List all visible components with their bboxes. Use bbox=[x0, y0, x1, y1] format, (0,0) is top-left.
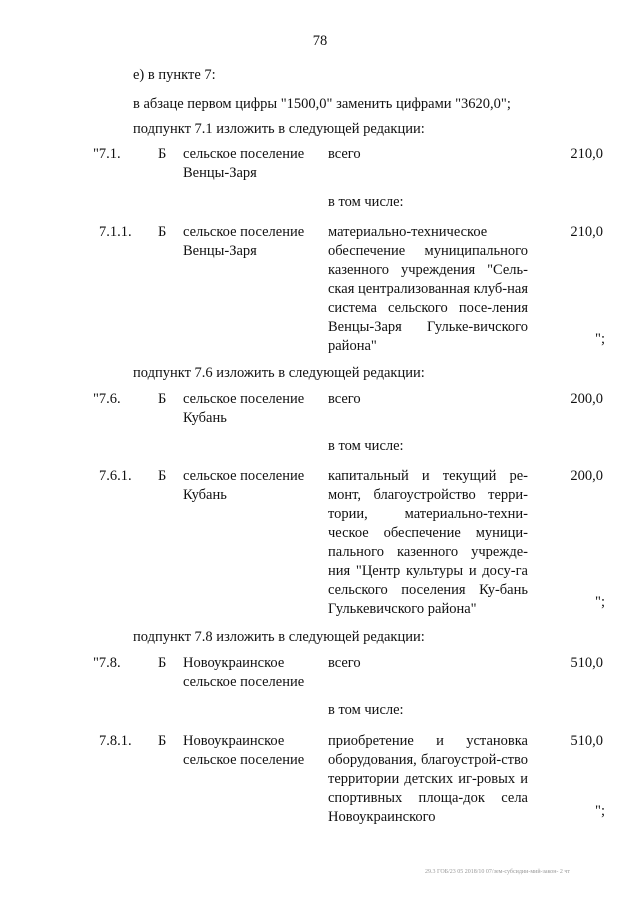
row-description: всего bbox=[328, 146, 361, 162]
row-letter: Б bbox=[158, 391, 167, 407]
row-closing-quote: "; bbox=[595, 803, 605, 819]
row-amount: 200,0 bbox=[570, 468, 603, 484]
row-letter: Б bbox=[158, 146, 167, 162]
row-letter: Б bbox=[158, 655, 167, 671]
row-number: 7.1.1. bbox=[99, 224, 132, 240]
row-closing-quote: "; bbox=[595, 594, 605, 610]
row-amount: 210,0 bbox=[570, 224, 603, 240]
row-description: материально-техническое обеспечение муниципального казенного учреждения "Сель-ская централизованная клуб-ная система сельского посе-ления Венцы-Заря Гульке-вичского района" bbox=[328, 224, 528, 354]
including-label: в том числе: bbox=[328, 194, 404, 210]
row-description: всего bbox=[328, 655, 361, 671]
row-letter: Б bbox=[158, 468, 167, 484]
subpoint-7-8-intro: подпункт 7.8 изложить в следующей редакции: bbox=[133, 629, 425, 645]
row-letter: Б bbox=[158, 224, 167, 240]
point-e-heading: е) в пункте 7: bbox=[133, 67, 216, 83]
paragraph-first-replacement: в абзаце первом цифры "1500,0" заменить цифрами "3620,0"; bbox=[133, 96, 511, 112]
including-label: в том числе: bbox=[328, 438, 404, 454]
page-number: 78 bbox=[312, 33, 328, 49]
row-place: сельское поселение Кубань bbox=[183, 468, 305, 503]
row-amount: 200,0 bbox=[570, 391, 603, 407]
row-number: 7.6.1. bbox=[99, 468, 132, 484]
row-place: Новоукраинское сельское поселение bbox=[183, 655, 305, 690]
row-description: всего bbox=[328, 391, 361, 407]
row-place: Новоукраинское сельское поселение bbox=[183, 733, 305, 768]
row-letter: Б bbox=[158, 733, 167, 749]
row-number: "7.6. bbox=[93, 391, 121, 407]
row-amount: 510,0 bbox=[570, 733, 603, 749]
row-amount: 510,0 bbox=[570, 655, 603, 671]
footer-file-id: 29.3 ГОБ/23 05 2018/10 07/зем-субсидии-мий-закон- 2 чт bbox=[425, 869, 571, 875]
row-place: сельское поселение Венцы-Заря bbox=[183, 146, 305, 181]
row-closing-quote: "; bbox=[595, 331, 605, 347]
row-description: приобретение и установка оборудования, благоустрой-ство территории детских иг-ровых и спортивных площа-док села Новоукраинского bbox=[328, 733, 528, 825]
row-amount: 210,0 bbox=[570, 146, 603, 162]
row-number: 7.8.1. bbox=[99, 733, 132, 749]
subpoint-7-6-intro: подпункт 7.6 изложить в следующей редакции: bbox=[133, 365, 425, 381]
row-place: сельское поселение Венцы-Заря bbox=[183, 224, 305, 259]
row-number: "7.8. bbox=[93, 655, 121, 671]
row-description: капитальный и текущий ре-монт, благоустройство терри-тории, материально-техни-ческое обеспечение муници-пального казенного учрежде-ния "Центр культуры и досу-га сельского поселения Ку-бань Гулькевичского района" bbox=[328, 468, 528, 617]
row-number: "7.1. bbox=[93, 146, 121, 162]
including-label: в том числе: bbox=[328, 702, 404, 718]
subpoint-7-1-intro: подпункт 7.1 изложить в следующей редакции: bbox=[133, 121, 425, 137]
row-place: сельское поселение Кубань bbox=[183, 391, 305, 426]
